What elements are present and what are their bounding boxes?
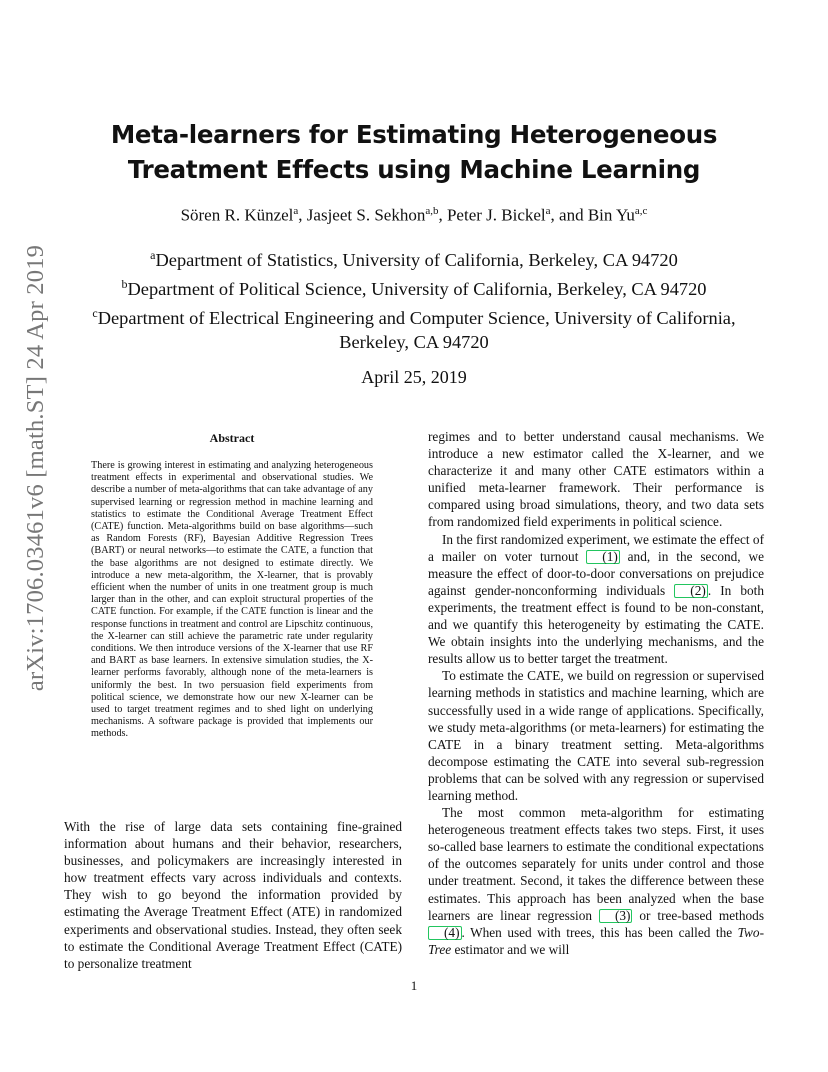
- affiliation-text: Department of Political Science, University of California, Berkeley, CA 94720: [127, 279, 707, 300]
- abstract-section: [91, 431, 373, 741]
- affiliation-item: [84, 243, 744, 272]
- abstract-heading: Abstract: [209, 431, 255, 445]
- arxiv-identifier: arXiv:1706.03461v6 [math.ST] 24 Apr 2019: [22, 244, 49, 692]
- body-left-column: [64, 818, 402, 972]
- affiliation-text: Department of Statistics, University of California, Berkeley, CA 94720: [155, 250, 678, 271]
- author-affiliation-mark: a,c: [634, 205, 648, 217]
- citation-link[interactable]: (2): [674, 584, 708, 598]
- affiliation-item: [84, 301, 744, 354]
- affiliation-list: [84, 243, 744, 354]
- title-line-1: Meta-learners for Estimating Heterogeneous: [110, 120, 718, 149]
- body-paragraph: With the rise of large data sets containing fine-grained information about humans and their behavior, researchers, businesses, and policymakers are increasingly interested in how treatment effects vary across individuals and contexts. They wish to go beyond the information provided by estimating the Average Treatment Effect (ATE) in randomized experiments and observational studies. Instead, they often seek to estimate the Conditional Average Treatment Effect (CATE) to personalize treatment: [64, 819, 402, 971]
- body-paragraph: [428, 531, 764, 668]
- author-name: Peter J. Bickel: [446, 205, 546, 225]
- text-segment: . In both experiments, the treatment effect is found to be non-constant, and we quantify this heterogeneity by estimating the CATE. We obtain insights into the underlying mechanisms, and the results allow us to better target the treatment.: [428, 582, 764, 667]
- page-number: 1: [410, 978, 418, 993]
- body-paragraph: regimes and to better understand causal mechanisms. We introduce a new estimator called the X-learner, and we characterize it and many other CATE estimators within a unified meta-learner framework. Their performance is compared using broad simulations, theory, and two data sets from randomized field experiments in political science.: [428, 429, 764, 530]
- body-paragraph: [428, 804, 764, 958]
- text-segment: In the first randomized experiment, we estimate the effect of a mailer on voter turnout: [428, 531, 764, 564]
- emphasis-two-tree: Two-Tree: [428, 924, 764, 957]
- author-name: Bin Yu: [587, 205, 635, 225]
- affiliation-text: Department of Electrical Engineering and Computer Science, University of California, Berkeley, CA 94720: [97, 308, 736, 353]
- citation-link[interactable]: (1): [586, 550, 620, 564]
- text-segment: . When used with trees, this has been called the: [461, 924, 738, 940]
- author-name: Sören R. Künzel: [180, 205, 294, 225]
- affiliation-item: [84, 272, 744, 301]
- author-affiliation-mark: a: [545, 205, 551, 217]
- text-segment: The most common meta-algorithm for estimating heterogeneous treatment effects takes two steps. First, it uses so-called base learners to estimate the conditional expectations of the outcomes separately for units under control and those under treatment. Second, it takes the difference between these estimates. This approach has been analyzed when the base learners are linear regression: [428, 805, 764, 923]
- body-paragraph: To estimate the CATE, we build on regression or supervised learning methods in statistics and machine learning, which are successfully used in a wide range of applications. Specifically, we study meta-algorithms (or meta-learners) for estimating the CATE in a binary treatment setting. Meta-algorithms decompose estimating the CATE into several sub-regression problems that can be solved with any regression or supervised learning method.: [428, 668, 764, 803]
- author-list: Sören R. Künzel$^a$, Jasjeet S. Sekhon$^{a,b}$, Peter J. Bickel$^a$, and Bin Yu$^{a,c}$: [180, 205, 648, 225]
- body-right-column: [428, 428, 764, 958]
- author-affiliation-mark: a: [293, 205, 299, 217]
- citation-link[interactable]: (3): [599, 909, 633, 923]
- publication-date: April 25, 2019: [361, 367, 467, 387]
- affiliation-mark: a: [150, 248, 156, 262]
- arxiv-sidebar: [16, 244, 56, 692]
- affiliation-mark: c: [92, 306, 98, 321]
- text-segment: estimator and we will: [451, 941, 570, 957]
- text-segment: and, in the second, we measure the effect of door-to-door conversations on prejudice against gender-nonconforming individuals: [428, 548, 765, 598]
- citation-link[interactable]: (4): [428, 926, 462, 940]
- title-line-2: Treatment Effects using Machine Learning: [127, 155, 701, 184]
- abstract-text: There is growing interest in estimating and analyzing heterogeneous treatment effects in experimental and observational studies. We describe a number of meta-algorithms that can take advantage of any supervised learning or regression method in machine learning and statistics to estimate the Conditional Average Treatment Effect (CATE) function. Meta-algorithms build on base algorithms—such as Random Forests (RF), Bayesian Additive Regression Trees (BART) or neural networks—to estimate the CATE, a function that the base algorithms are not designed to estimate directly. We introduce a new meta-algorithm, the X-learner, that is provably efficient when the number of units in one treatment group is much larger than in the other, and can exploit structural properties of the CATE function. For example, if the CATE function is linear and the response functions in treatment and control are Lipschitz continuous, the X-learner can still achieve the parametric rate under regularity conditions. We then introduce versions of the X-learner that use RF and BART as base learners. In extensive simulation studies, the X-learner performs favorably, although none of the meta-learners is uniformly the best. In two persuasion field experiments from political science, we demonstrate how our new X-learner can be used to target treatment regimes and to shed light on underlying mechanisms. A software package is provided that implements our methods.: [91, 460, 373, 740]
- affiliation-mark: b: [121, 277, 128, 292]
- paper-title: [0, 117, 828, 187]
- text-segment: or tree-based methods: [632, 907, 764, 923]
- author-name: Jasjeet S. Sekhon: [306, 205, 426, 225]
- author-affiliation-mark: a,b: [425, 205, 439, 217]
